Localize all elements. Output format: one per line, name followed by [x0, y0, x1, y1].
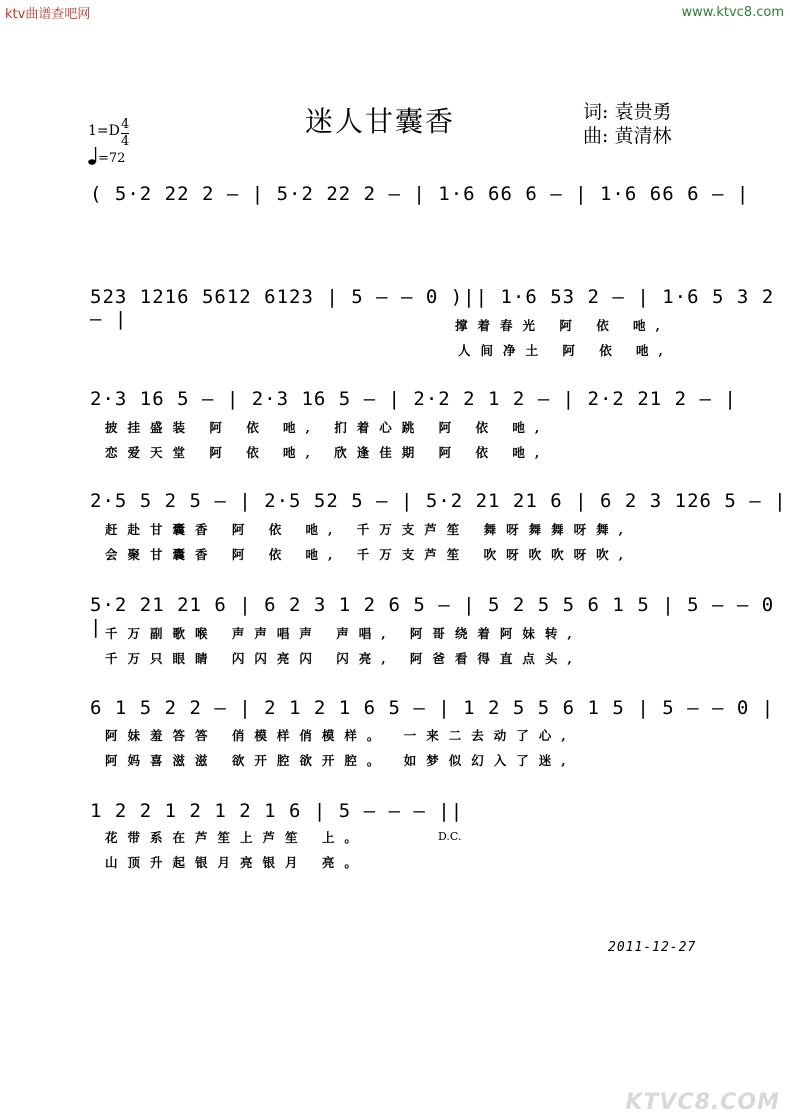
tempo-marking: [88, 146, 125, 166]
lyricist-credit: 词: 袁贵勇: [583, 101, 672, 123]
lyric-row-6-verse-2: 阿妈喜滋滋 欲开腔欲开腔。 如梦似幻入了迷,: [105, 753, 576, 768]
brand-watermark: KTVC8.COM: [625, 1090, 780, 1115]
lyric-row-7-verse-2: 山顶升起银月亮银月 亮。: [105, 855, 367, 870]
lyric-row-5-verse-2: 千万只眼睛 闪闪亮闪 闪亮, 阿爸看得直点头,: [105, 651, 582, 666]
score-row-1: ( 5·2 22 2 – | 5·2 22 2 – | 1·6 66 6 – | 1·6 66 6 – |: [90, 183, 750, 205]
score-date: 2011-12-27: [608, 940, 697, 955]
composer-credit: 曲: 黄清林: [583, 125, 672, 147]
lyric-row-5-verse-1: 千万副歌喉 声声唱声 声唱, 阿哥绕着阿妹转,: [105, 626, 582, 641]
lyric-row-6-verse-1: 阿妹羞答答 俏模样俏模样。 一来二去动了心,: [105, 728, 576, 743]
lyric-row-3-verse-2: 恋爱天堂 阿 依 吔, 欣逢佳期 阿 依 吔,: [105, 445, 550, 460]
score-row-2: 523 1216 5612 6123 | 5 – – 0 )|| 1·6 53 2 – | 1·6 5 3 2 – |: [90, 286, 775, 330]
score-row-4: 2·5 5 2 5 – | 2·5 52 5 – | 5·2 21 21 6 | 6 2 3 126 5 – |: [90, 490, 787, 512]
score-row-7: 1 2 2 1 2 1 2 1 6 | 5 – – – ||: [90, 800, 464, 822]
score-row-6: 6 1 5 2 2 – | 2 1 2 1 6 5 – | 1 2 5 5 6 1 5 | 5 – – 0 |: [90, 697, 775, 719]
lyric-row-4-verse-2: 会聚甘囊香 阿 依 吔, 千万支芦笙 吹呀吹吹呀吹,: [105, 547, 633, 562]
lyric-row-4-verse-1: 赶赴甘囊香 阿 依 吔, 千万支芦笙 舞呀舞舞呀舞,: [105, 522, 633, 537]
time-numerator: 4: [121, 117, 130, 132]
key-signature: 1=D: [88, 123, 120, 139]
score-row-3: 2·3 16 5 – | 2·3 16 5 – | 2·2 2 1 2 – | 2·2 21 2 – |: [90, 388, 737, 410]
lyric-row-7-verse-1: 花带系在芦笙上芦笙 上。: [105, 830, 367, 845]
site-watermark-right: www.ktvc8.com: [681, 5, 784, 20]
site-watermark-left: ktv曲谱查吧网: [5, 7, 91, 22]
score-row-5: 5·2 21 21 6 | 6 2 3 1 2 6 5 – | 5 2 5 5 6 1 5 | 5 – – 0 |: [90, 594, 775, 638]
lyric-row-3-verse-1: 披挂盛装 阿 依 吔, 扪着心跳 阿 依 吔,: [105, 420, 550, 435]
tempo-value: =72: [98, 151, 126, 166]
time-denominator: 4: [121, 134, 130, 149]
song-title: 迷人甘囊香: [305, 105, 456, 138]
lyric-row-2-verse-2: 人间净土 阿 依 吔,: [458, 343, 673, 358]
lyric-row-2-verse-1: 撑着春光 阿 依 吔,: [455, 318, 670, 333]
quarter-note-icon: [88, 146, 98, 166]
dc-mark: D.C.: [438, 830, 462, 843]
